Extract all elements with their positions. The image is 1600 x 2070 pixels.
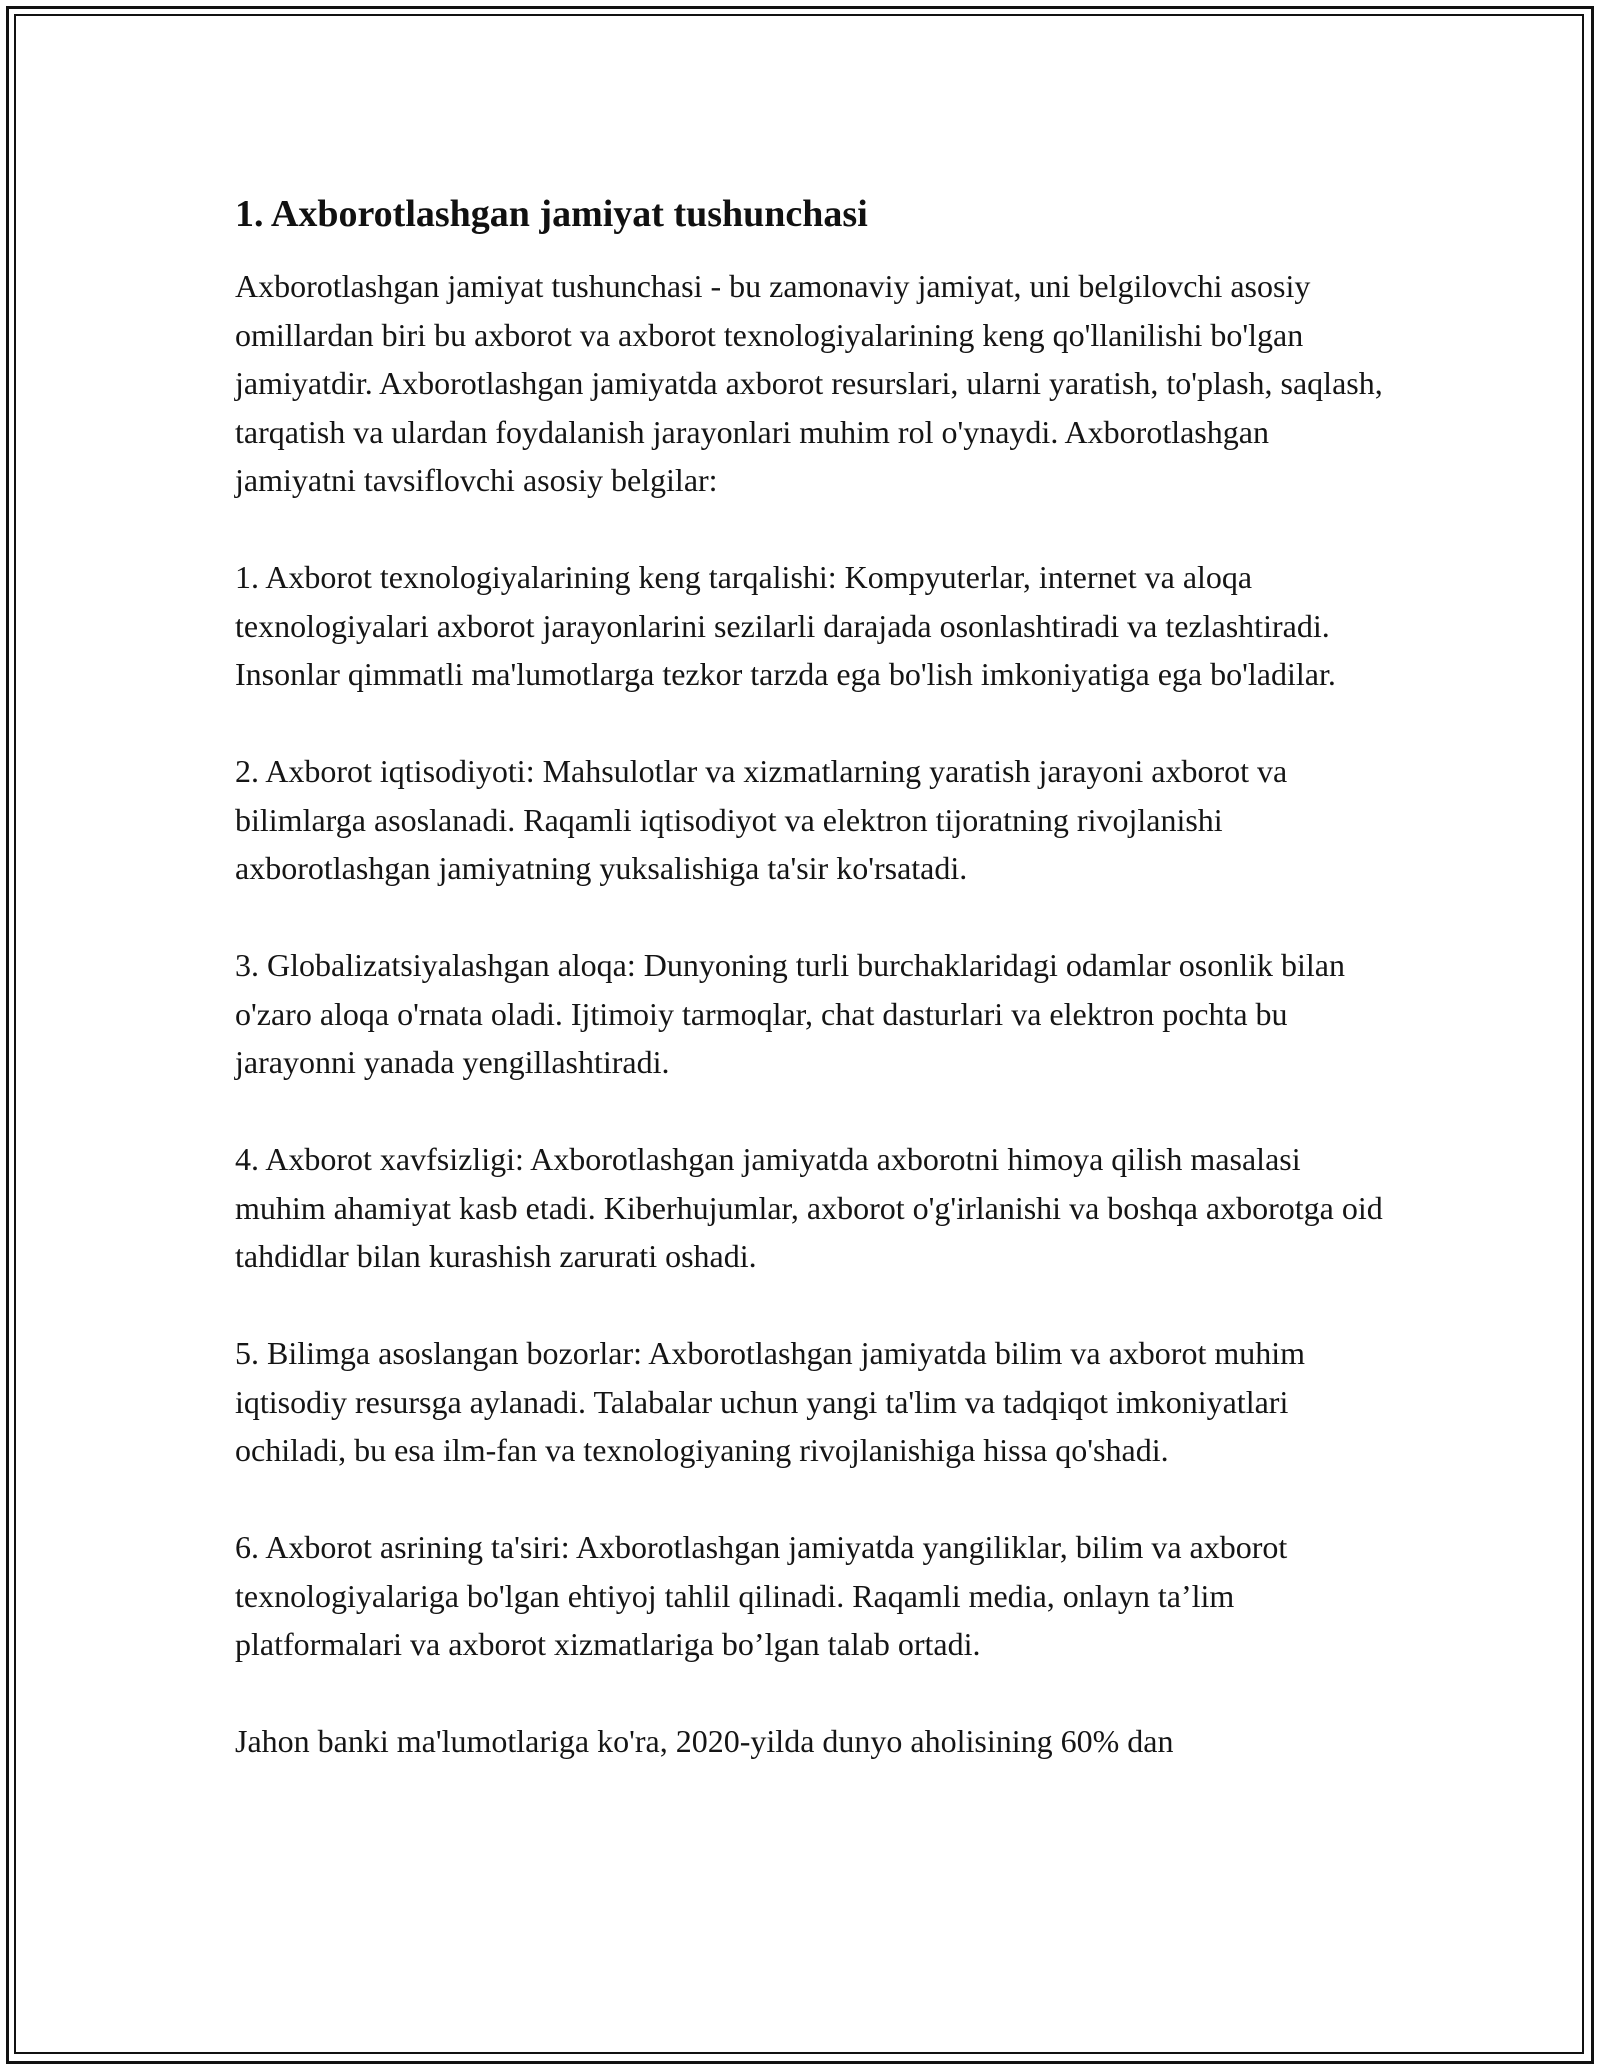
list-item-6: 6. Axborot asrining ta'siri: Axborotlashgan jamiyatda yangiliklar, bilim va axborot texnologiyalariga bo'lgan ehtiyoj tahlil qilinadi. Raqamli media, onlayn ta’lim platformalari va axborot xizmatlariga bo’lgan talab ortadi. [235, 1529, 1288, 1662]
list-item-3: 3. Globalizatsiyalashgan aloqa: Dunyoning turli burchaklaridagi odamlar osonlik bilan o'zaro aloqa o'rnata oladi. Ijtimoiy tarmoqlar, chat dasturlari va elektron pochta bu jarayonni yanada yengillashtiradi. [235, 947, 1345, 1080]
list-item-4: 4. Axborot xavfsizligi: Axborotlashgan jamiyatda axborotni himoya qilish masalasi muhim ahamiyat kasb etadi. Kiberhujumlar, axborot o'g'irlanishi va boshqa axborotga oid tahdidlar bilan kurashish zarurati oshadi. [235, 1141, 1383, 1274]
document-body [235, 186, 1385, 1766]
list-item-5: 5. Bilimga asoslangan bozorlar: Axborotlashgan jamiyatda bilim va axborot muhim iqtisodiy resursga aylanadi. Talabalar uchun yangi ta'lim va tadqiqot imkoniyatlari ochiladi, bu esa ilm-fan va texnologiyaning rivojlanishiga hissa qo'shadi. [235, 1335, 1306, 1468]
section-heading: 1. Axborotlashgan jamiyat tushunchasi [235, 193, 868, 235]
list-item-1: 1. Axborot texnologiyalarining keng tarqalishi: Kompyuterlar, internet va aloqa texnologiyalari axborot jarayonlarini sezilarli darajada osonlashtiradi va tezlashtiradi. Insonlar qimmatli ma'lumotlarga tezkor tarzda ega bo'lish imkoniyatiga ega bo'ladilar. [235, 559, 1336, 692]
closing-paragraph: Jahon banki ma'lumotlariga ko'ra, 2020-yilda dunyo aholisining 60% dan [235, 1723, 1174, 1759]
intro-paragraph: Axborotlashgan jamiyat tushunchasi - bu zamonaviy jamiyat, uni belgilovchi asosiy omillardan biri bu axborot va axborot texnologiyalarining keng qo'llanilishi bo'lgan jamiyatdir. Axborotlashgan jamiyatda axborot resurslari, ularni yaratish, to'plash, saqlash, tarqatish va ulardan foydalanish jarayonlari muhim rol o'ynaydi. Axborotlashgan jamiyatni tavsiflovchi asosiy belgilar: [235, 268, 1383, 498]
list-item-2: 2. Axborot iqtisodiyoti: Mahsulotlar va xizmatlarning yaratish jarayoni axborot va bilimlarga asoslanadi. Raqamli iqtisodiyot va elektron tijoratning rivojlanishi axborotlashgan jamiyatning yuksalishiga ta'sir ko'rsatadi. [235, 753, 1288, 886]
